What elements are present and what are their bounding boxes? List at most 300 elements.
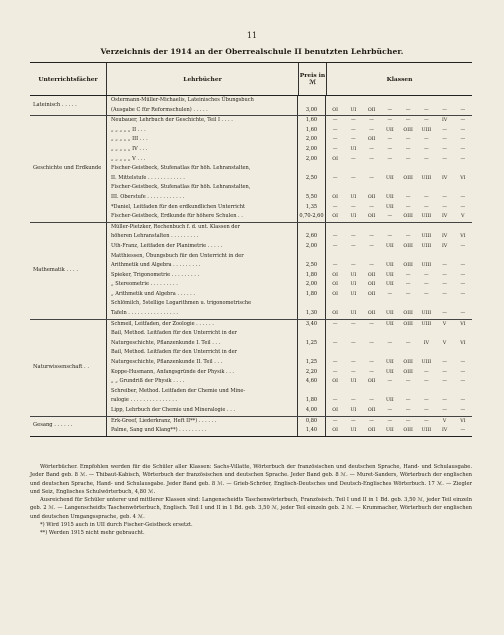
class-cell: UII	[386, 194, 394, 200]
class-cell: —	[405, 118, 411, 124]
class-cell: —	[351, 243, 356, 249]
book-price: 2,00	[297, 155, 326, 165]
class-cell: UI	[350, 214, 357, 220]
class-cell	[381, 387, 399, 397]
class-cell: —	[424, 398, 429, 404]
class-cell	[436, 299, 454, 309]
book-title: *Daniel, Leitfaden für den erdkundlichen Unterricht	[106, 203, 297, 213]
class-cell: UIII	[421, 311, 432, 317]
class-cell: OI	[332, 272, 338, 278]
class-cell: —	[351, 234, 356, 240]
book-title: Naturgeschichte, Pflanzenkunde I. Teil . . .	[106, 339, 297, 349]
notes	[30, 463, 472, 538]
class-cell: IV	[442, 243, 448, 249]
class-cell	[436, 252, 454, 262]
class-cell: OIII	[403, 127, 413, 133]
book-price: 4,00	[297, 406, 326, 416]
class-cell: —	[332, 418, 338, 424]
table-row	[106, 174, 472, 184]
book-title: „ „ „ „ „ II . . .	[106, 126, 297, 136]
class-cell	[436, 223, 454, 233]
class-cell: —	[442, 408, 447, 413]
book-price: 1,30	[297, 309, 326, 319]
class-cell: —	[351, 340, 356, 346]
class-cells	[326, 252, 472, 262]
class-cells	[326, 96, 472, 106]
class-cell	[399, 387, 417, 397]
table-row	[106, 212, 472, 222]
class-cell: UII	[386, 311, 394, 317]
class-cell: —	[424, 408, 429, 413]
class-cell: —	[387, 408, 393, 413]
class-cell: —	[387, 107, 393, 113]
table-row	[106, 271, 472, 281]
class-cell: —	[460, 263, 466, 269]
class-cell: —	[442, 282, 447, 288]
book-price	[297, 96, 326, 106]
class-cell: OII	[367, 379, 376, 385]
class-cell: IV	[442, 175, 448, 181]
table-row	[106, 280, 472, 290]
book-title: ralogie . . . . . . . . . . . . . . .	[106, 396, 297, 406]
class-cell: UIII	[421, 127, 432, 133]
book-title: Matthiessen, Übungsbuch für den Unterricht in der	[106, 252, 297, 262]
class-cell	[417, 183, 435, 193]
book-title: Tafeln . . . . . . . . . . . . . . . .	[106, 309, 297, 319]
book-title: Neubauer, Lehrbuch der Geschichte, Teil I . . . .	[106, 116, 297, 126]
class-cell	[436, 164, 454, 174]
book-title: Bail, Method. Leitfaden für den Unterricht in der	[106, 348, 297, 358]
class-cell: OIII	[403, 243, 413, 249]
book-price: 5,50	[297, 193, 326, 203]
class-cell: OI	[332, 156, 338, 162]
class-cells	[326, 406, 472, 416]
table-row	[106, 377, 472, 387]
class-cell: —	[332, 321, 338, 327]
class-cell: VI	[460, 418, 466, 424]
class-cell: —	[424, 118, 429, 124]
class-cell: OIII	[403, 360, 413, 366]
class-cell	[417, 348, 435, 358]
class-cells	[326, 280, 472, 290]
class-cell: UIII	[421, 243, 432, 249]
class-cell: —	[369, 175, 374, 181]
class-cell: —	[369, 340, 374, 346]
class-cell: —	[332, 243, 338, 249]
class-cell	[344, 348, 362, 358]
table-row	[106, 203, 472, 213]
class-cell: —	[405, 418, 411, 424]
class-cell: OI	[332, 107, 338, 113]
book-rows	[106, 116, 472, 222]
book-title: Erk-Greef, Liederkranz, Heft II**) . . . . . .	[106, 417, 297, 427]
class-cell	[454, 299, 472, 309]
class-cells	[326, 145, 472, 155]
class-cell	[363, 329, 381, 339]
class-cell: —	[369, 321, 374, 327]
class-cell: —	[405, 398, 411, 404]
book-price: 1,80	[297, 290, 326, 300]
class-cell: —	[442, 360, 447, 366]
class-cell: —	[460, 398, 466, 404]
class-cell: OII	[367, 408, 376, 413]
table-row	[106, 339, 472, 349]
class-cell: OII	[367, 194, 376, 200]
class-cell	[381, 329, 399, 339]
table-row	[106, 252, 472, 262]
book-price: 1,80	[297, 396, 326, 406]
class-cell: —	[424, 194, 429, 200]
class-cells	[326, 135, 472, 145]
class-cell: —	[442, 398, 447, 404]
header-books: Lehrbücher	[106, 63, 298, 95]
class-cell: OI	[332, 282, 338, 288]
book-price	[297, 223, 326, 233]
book-title: „ Stereometrie . . . . . . . . .	[106, 280, 297, 290]
class-cells	[326, 242, 472, 252]
class-cell: OII	[367, 214, 376, 220]
class-cell	[344, 387, 362, 397]
class-cell: V	[461, 214, 465, 220]
book-title: Lipp, Lehrbuch der Chemie und Mineralogie . . .	[106, 406, 297, 416]
book-title: Naturgeschichte, Pflanzenkunde II. Teil . . .	[106, 358, 297, 368]
class-cell: UII	[386, 127, 394, 133]
header-price: Preis in ℳ	[298, 63, 327, 95]
class-cell: —	[442, 369, 447, 375]
class-cells	[326, 348, 472, 358]
class-cell: —	[351, 398, 356, 404]
class-cell: —	[442, 311, 447, 317]
class-cell	[454, 223, 472, 233]
class-cell	[344, 223, 362, 233]
class-cell: UIII	[421, 263, 432, 269]
table-row	[106, 183, 472, 193]
class-cells	[326, 106, 472, 116]
class-cell: OIII	[403, 175, 413, 181]
class-cell: —	[332, 398, 338, 404]
class-cell	[417, 387, 435, 397]
class-cell	[454, 329, 472, 339]
class-cell: —	[460, 408, 466, 413]
class-cell	[326, 164, 344, 174]
class-cell: OI	[332, 379, 338, 385]
book-title: Koppe-Husmann, Anfangsgründe der Physik . . .	[106, 368, 297, 378]
class-cell: —	[332, 204, 338, 210]
table-row	[106, 358, 472, 368]
book-price: 1,35	[297, 203, 326, 213]
class-cell	[417, 252, 435, 262]
table-row	[106, 290, 472, 300]
class-cell: OI	[332, 214, 338, 220]
subject-label: Gesang . . . . . .	[33, 422, 73, 429]
class-cells	[326, 329, 472, 339]
class-cell: —	[405, 408, 411, 413]
class-cell: —	[387, 156, 393, 162]
class-cell: UIII	[421, 428, 432, 434]
class-cell: —	[351, 418, 356, 424]
class-cell: —	[332, 263, 338, 269]
book-title: Uth-Franz, Leitfaden der Planimetrie . . . . .	[106, 242, 297, 252]
table-row	[106, 426, 472, 436]
small-dictionary-note: Ausreichend für Schüler unterer und mittlerer Klassen sind: Langenscheidts Taschenwörterbuch, Französisch. Teil I und II in 1 Bd. geb. 3,50 ℳ, jeder Teil einzeln geb. 2 ℳ. — Langenscheidts Taschenwörterbuch, Englisch. Teil I und II in 1 Bd. geb. 3,50 ℳ, jeder Teil einzeln geb. 2 ℳ. — Krummacher, Wörterbuch der englischen und deutschen Umgangssprache, geb. 4 ℳ.	[30, 497, 472, 520]
class-cell	[363, 164, 381, 174]
book-title: Schreiber, Method. Leitfaden der Chemie und Mine-	[106, 387, 297, 397]
class-cell: —	[460, 428, 466, 434]
class-cell: UI	[350, 291, 357, 297]
table-row	[106, 417, 472, 427]
class-cell: —	[442, 156, 447, 162]
class-cell: UII	[386, 175, 394, 181]
class-cells	[326, 261, 472, 271]
class-cell	[344, 329, 362, 339]
class-cell: —	[405, 156, 411, 162]
class-cell: OI	[332, 291, 338, 297]
class-cell	[399, 183, 417, 193]
class-cell	[381, 252, 399, 262]
class-cell: UI	[350, 379, 357, 385]
table-row	[106, 406, 472, 416]
book-title: Müller-Pietzker, Rechenbuch f. d. unt. Klassen der	[106, 223, 297, 233]
table-row	[106, 193, 472, 203]
class-cell: —	[460, 369, 466, 375]
book-price	[297, 299, 326, 309]
class-cell: —	[460, 379, 466, 385]
class-cells	[326, 155, 472, 165]
class-cell: —	[405, 291, 411, 297]
class-cell: —	[424, 282, 429, 288]
table-row	[106, 368, 472, 378]
class-cell	[436, 96, 454, 106]
class-cell: —	[387, 214, 393, 220]
book-title: Arithmetik und Algebra . . . . . . . . .	[106, 261, 297, 271]
class-cells	[326, 223, 472, 233]
subject-label: Naturwissenschaft . .	[33, 363, 89, 370]
class-cell: —	[387, 234, 393, 240]
class-cells	[326, 116, 472, 126]
class-cell: OIII	[403, 214, 413, 220]
table-row	[106, 164, 472, 174]
class-cell: —	[369, 263, 374, 269]
book-price	[297, 387, 326, 397]
class-cell: —	[351, 175, 356, 181]
class-cell: —	[332, 127, 338, 133]
class-cell: —	[405, 272, 411, 278]
class-cell	[399, 223, 417, 233]
book-price: 2,50	[297, 261, 326, 271]
book-title: Ostermann-Müller-Michaelis, Lateinisches Übungsbuch	[106, 96, 297, 106]
class-cell	[399, 96, 417, 106]
class-cell: —	[424, 107, 429, 113]
book-price: 1,60	[297, 126, 326, 136]
class-cell: OII	[367, 272, 376, 278]
class-cell: —	[442, 379, 447, 385]
class-cell: —	[351, 204, 356, 210]
class-cell	[363, 96, 381, 106]
book-title: Fischer-Geistbeck, Erdkunde für höhere Schulen . .	[106, 212, 297, 222]
class-cell: —	[405, 282, 411, 288]
class-cell	[381, 183, 399, 193]
book-title: „ „ „ „ „ V . . .	[106, 155, 297, 165]
class-cell: —	[460, 204, 466, 210]
class-cell: —	[369, 156, 374, 162]
class-cells	[326, 203, 472, 213]
class-cell: OIII	[403, 311, 413, 317]
class-cell	[344, 252, 362, 262]
class-cell	[399, 164, 417, 174]
class-cell	[454, 387, 472, 397]
class-cell	[326, 223, 344, 233]
class-cell	[344, 164, 362, 174]
class-cells	[326, 164, 472, 174]
class-cell	[454, 164, 472, 174]
class-cell	[326, 183, 344, 193]
class-cell	[363, 252, 381, 262]
class-cells	[326, 396, 472, 406]
table-body	[30, 96, 472, 436]
class-cell: —	[332, 234, 338, 240]
class-cells	[326, 299, 472, 309]
book-price: 1,80	[297, 271, 326, 281]
class-cell: —	[351, 156, 356, 162]
class-cell	[417, 164, 435, 174]
table-row	[106, 106, 472, 116]
book-title: Fischer-Geistbeck, Stufenatlas für höh. Lehranstalten,	[106, 164, 297, 174]
book-rows	[106, 223, 472, 319]
table-row	[106, 261, 472, 271]
table-row	[106, 329, 472, 339]
book-price: 0,80	[297, 417, 326, 427]
table-row	[106, 299, 472, 309]
book-table	[30, 62, 472, 437]
class-cell: —	[405, 204, 411, 210]
class-cell: —	[369, 243, 374, 249]
class-cell: —	[405, 194, 411, 200]
class-cell: UI	[350, 311, 357, 317]
class-cell	[363, 223, 381, 233]
class-cell	[326, 348, 344, 358]
book-price	[297, 164, 326, 174]
class-cell	[417, 96, 435, 106]
class-cell: UI	[350, 282, 357, 288]
class-cell: OI	[332, 311, 338, 317]
class-cell: UI	[350, 107, 357, 113]
class-cells	[326, 426, 472, 436]
table-row	[106, 320, 472, 330]
class-cell: —	[442, 291, 447, 297]
class-cell: —	[369, 418, 374, 424]
class-cell: OIII	[403, 263, 413, 269]
class-cell: —	[442, 107, 447, 113]
class-cell: —	[351, 137, 356, 143]
class-cell: —	[332, 175, 338, 181]
class-cell: —	[405, 379, 411, 385]
class-cell: OI	[332, 194, 338, 200]
subject-group	[30, 417, 472, 436]
class-cell	[381, 299, 399, 309]
footnote-1: *) Wird 1915 auch in UII durch Fischer-Geistbeck ersetzt.	[40, 522, 193, 529]
class-cell	[363, 299, 381, 309]
class-cell	[436, 183, 454, 193]
class-cells	[326, 126, 472, 136]
book-title: „ „ „ „ „ III . . .	[106, 135, 297, 145]
class-cell: UIII	[421, 214, 432, 220]
class-cell	[454, 96, 472, 106]
table-row	[106, 126, 472, 136]
table-row	[106, 242, 472, 252]
class-cell: V	[442, 418, 447, 424]
class-cell: —	[405, 146, 411, 152]
class-cell: OII	[367, 311, 376, 317]
class-cell	[381, 96, 399, 106]
class-cell: OIII	[403, 369, 413, 375]
class-cell	[436, 329, 454, 339]
class-cell	[381, 164, 399, 174]
class-cell: —	[351, 369, 356, 375]
class-cell: —	[405, 137, 411, 143]
class-cell: —	[460, 282, 466, 288]
class-cell: —	[442, 263, 447, 269]
table-row	[106, 145, 472, 155]
class-cell: —	[405, 107, 411, 113]
class-cell: IV	[423, 340, 429, 346]
class-cell: UII	[386, 243, 394, 249]
book-title: (Ausgabe C für Reformschulen) . . . . .	[106, 106, 297, 116]
class-cell: IV	[442, 118, 448, 124]
class-cell: —	[442, 272, 447, 278]
class-cell: VI	[460, 340, 466, 346]
header-subject: Unterrichtsfächer	[38, 75, 98, 83]
class-cell: —	[442, 137, 447, 143]
book-title: „ Arithmetik und Algebra . . . . . .	[106, 290, 297, 300]
class-cell: UII	[386, 204, 394, 210]
book-title: Fischer-Geistbeck, Stufenatlas für höh. Lehranstalten,	[106, 183, 297, 193]
class-cell: OIII	[403, 321, 413, 327]
class-cell: UII	[386, 282, 394, 288]
class-cells	[326, 212, 472, 222]
class-cell: —	[460, 243, 466, 249]
class-cell: OII	[367, 291, 376, 297]
class-cell: —	[460, 127, 466, 133]
book-price: 2,00	[297, 145, 326, 155]
table-row	[106, 396, 472, 406]
subject-label: Geschichte und Erdkunde	[33, 165, 102, 172]
class-cell	[344, 183, 362, 193]
class-cell	[344, 96, 362, 106]
class-cell: V	[442, 321, 447, 327]
book-price: 2,20	[297, 368, 326, 378]
class-cell: —	[387, 291, 393, 297]
class-cell: OII	[367, 137, 376, 143]
header-classes: Klassen	[386, 75, 413, 83]
book-title: Schmeil, Leitfaden, der Zoologie . . . . . .	[106, 320, 297, 330]
class-cell: UIII	[421, 234, 432, 240]
class-cell: UII	[386, 428, 394, 434]
class-cell: UII	[386, 321, 394, 327]
class-cell: —	[405, 234, 411, 240]
class-cell: —	[332, 340, 338, 346]
class-cell: OII	[367, 107, 376, 113]
class-cell: —	[424, 369, 429, 375]
class-cell	[454, 348, 472, 358]
class-cell	[326, 252, 344, 262]
book-price: 2,00	[297, 242, 326, 252]
class-cell	[381, 348, 399, 358]
table-row	[106, 348, 472, 358]
class-cell	[363, 348, 381, 358]
class-cell: OII	[367, 428, 376, 434]
class-cell	[436, 387, 454, 397]
book-price: 3,00	[297, 106, 326, 116]
